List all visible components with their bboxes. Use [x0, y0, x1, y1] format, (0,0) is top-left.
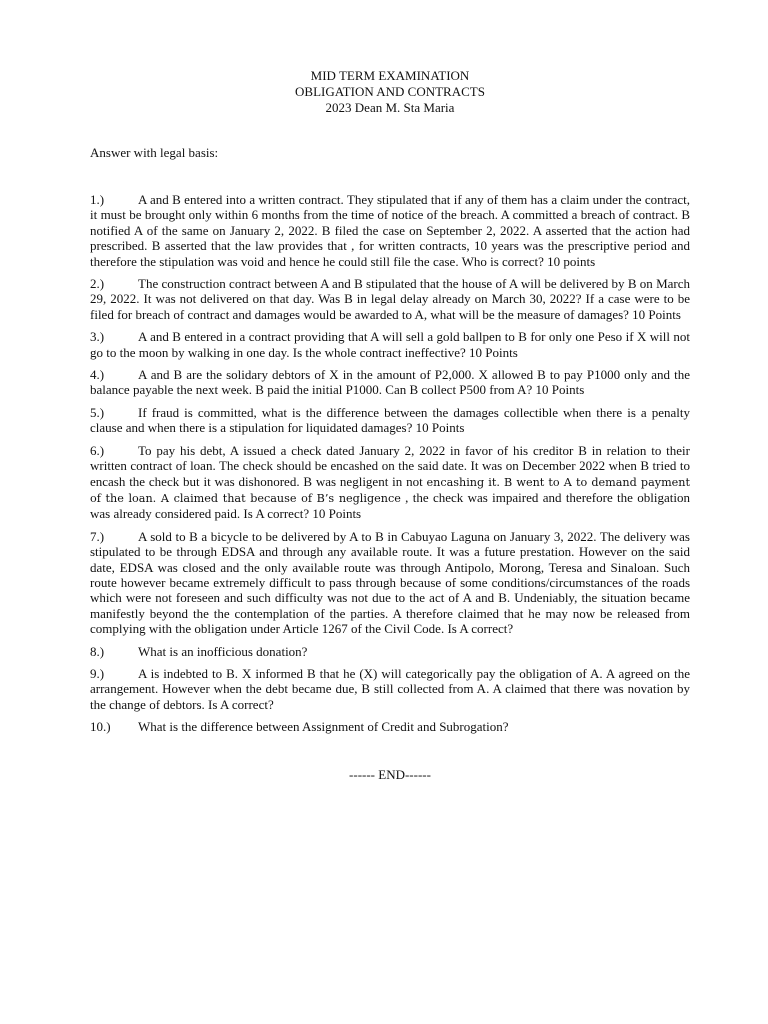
- question-number: 8.): [90, 643, 105, 659]
- question-text: What is the difference between Assignment of Credit and Subrogation?: [138, 719, 509, 735]
- question-number: 6.): [90, 442, 105, 458]
- question-number: 2.): [90, 276, 105, 292]
- question-1: [90, 192, 690, 269]
- question-3: [90, 329, 690, 360]
- question-text: A and B entered in a contract providing that A will sell a gold ballpen to B for only one Peso if X will not go to the moon by walking in one day. Is the whole contract ineffective? 10 Points: [90, 329, 690, 360]
- course-title: OBLIGATION AND CONTRACTS: [295, 84, 485, 99]
- question-5: [90, 405, 690, 436]
- question-2: [90, 276, 690, 322]
- question-number: 3.): [90, 329, 105, 345]
- end-marker: ------ END------: [349, 766, 431, 782]
- question-text: What is an inofficious donation?: [138, 643, 308, 659]
- question-text: A is indebted to B. X informed B that he (X) will categorically pay the obligation of A. A agreed on the arrangement. However when the debt became due, B still collected from A. A claimed that there was novation by the change of debtors. Is A correct?: [90, 665, 690, 712]
- question-number: 7.): [90, 528, 105, 544]
- question-number: 4.): [90, 367, 105, 383]
- question-text: The construction contract between A and B stipulated that the house of A will be delivered by B on March 29, 2022. It was not delivered on that day. Was B in legal delay already on March 30, 2022? If a case were to be filed for breach of contract and damages would be awarded to A, what will be the measure of damages? 10 Points: [90, 276, 690, 322]
- question-4: [90, 367, 690, 398]
- question-9: [90, 666, 690, 712]
- question-10: [90, 719, 690, 734]
- question-text: A and B entered into a written contract. They stipulated that if any of them has a claim under the contract, it must be brought only within 6 months from the time of notice of the breach. A committed a breach of contract. B notified A of the same on January 2, 2022. B filed the case on September 2, 2022. A asserted that the action had prescribed. B asserted that the law provides that , for written contracts, 10 years was the prescriptive period and therefore the stipulation was void and hence he could still file the case. Who is correct? 10 points: [90, 192, 690, 269]
- question-text: To pay his debt, A issued a check dated January 2, 2022 in favor of his creditor B in relation to their written contract of loan. The check should be encashed on the said date. It was on December 2022 when B tried to encash the check but it was dishonored. B was negligent in not: [90, 442, 690, 489]
- question-8: [90, 644, 690, 659]
- question-text: , the check was impaired and therefore the obligation was already considered paid. Is A correct? 10 Points: [90, 489, 690, 522]
- question-number: 5.): [90, 404, 105, 420]
- instruction-text: Answer with legal basis:: [90, 145, 219, 160]
- question-number: 9.): [90, 665, 105, 681]
- question-6: [90, 443, 690, 522]
- question-text: A and B are the solidary debtors of X in the amount of P2,000. X allowed B to pay P1000 only and the balance payable the next week. B paid the initial P1000. Can B collect P500 from A? 10 Points: [90, 367, 690, 398]
- question-7: [90, 529, 690, 637]
- question-text-alt-font: encashing it. B went to A to demand payment of the loan. A claimed that because of B’s negligence: [90, 475, 691, 505]
- exam-title: MID TERM EXAMINATION: [310, 68, 470, 83]
- question-number: 10.): [90, 719, 111, 735]
- exam-header: [90, 68, 690, 116]
- question-number: 1.): [90, 192, 105, 207]
- question-text: If fraud is committed, what is the difference between the damages collectible when there is a penalty clause and when there is a stipulation for liquidated damages? 10 Points: [90, 404, 690, 436]
- exam-author: 2023 Dean M. Sta Maria: [325, 100, 455, 115]
- question-text: A sold to B a bicycle to be delivered by A to B in Cabuyao Laguna on January 3, 2022. The delivery was stipulated to be through EDSA and through any available route. It was a future prestation. However on the said date, EDSA was closed and the only available route was through Antipolo, Morong, Teresa and Sinaloan. Such route however became extremely difficult to pass through because of some conditions/circumstances of the roads which were not foreseen and such difficulty was not due to the act of A and B. Undeniably, the situation became manifestly beyond the the contemplation of the parties. A therefore claimed that he may now be released from complying with the obligation under Article 1267 of the Civil Code. Is A correct?: [90, 528, 690, 637]
